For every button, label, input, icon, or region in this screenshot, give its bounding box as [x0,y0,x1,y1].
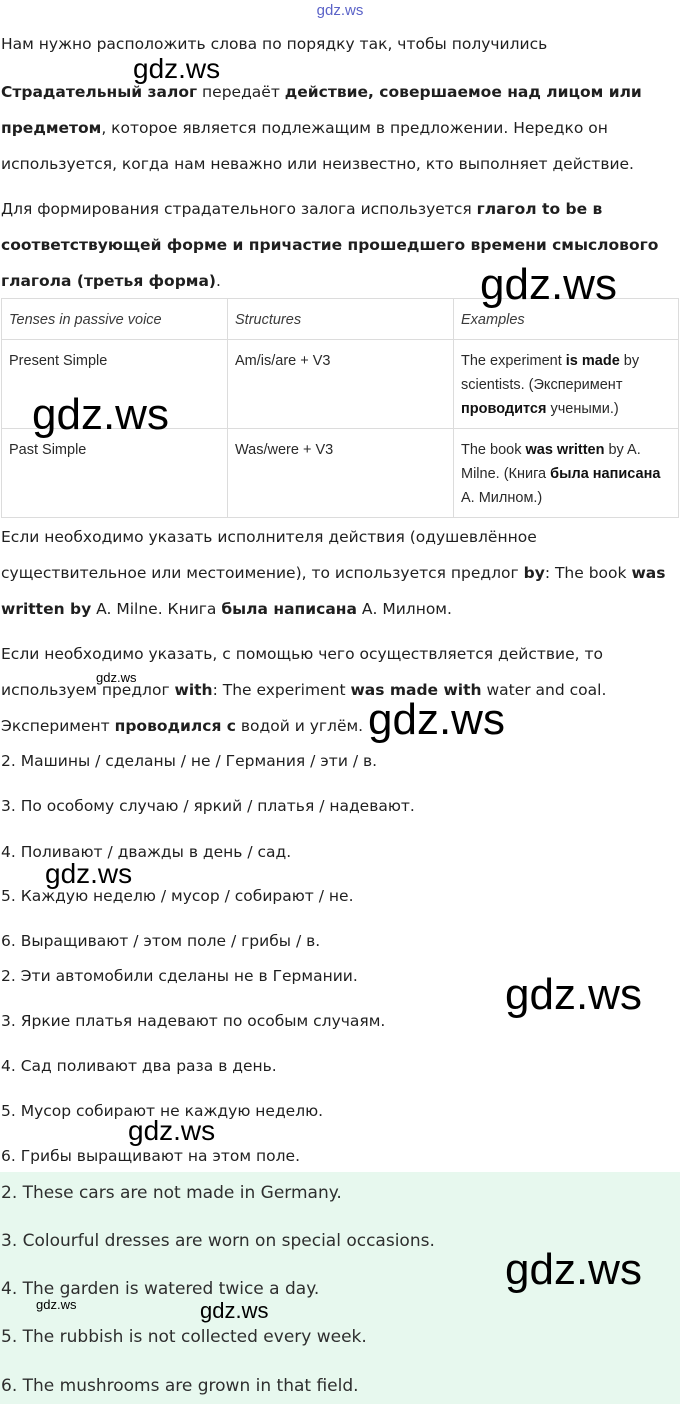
intro-text: Нам нужно расположить слова по порядку так, чтобы получились [1,35,548,53]
text-span: Если необходимо указать исполнителя действия (одушевлённое существительное или местоимение), то используется предлог [1,528,537,582]
table-header: Examples [453,298,679,340]
text-span: проводится [461,401,547,417]
table-cell-structure: Was/were + V3 [227,428,454,518]
text-span: была написана [550,466,661,482]
text-span: : The book [544,564,632,582]
answer-line: 2. These cars are not made in Germany. [1,1183,342,1203]
task-line: 6. Выращивают / этом поле / грибы / в. [1,932,321,950]
watermark: gdz.ws [128,1115,216,1146]
table-cell-structure: Am/is/are + V3 [227,339,454,429]
text-span: . [216,272,221,290]
table-header: Tenses in passive voice [1,298,228,340]
translation-line: 5. Мусор собирают не каждую неделю. [1,1102,324,1120]
text-span: А. Милном.) [461,490,543,506]
task-line: 4. Поливают / дважды в день / сад. [1,843,292,861]
text-span: передаёт [197,83,285,101]
watermark: gdz.ws [45,858,133,889]
watermark: gdz.ws [505,970,642,1019]
translation-line: 2. Эти автомобили сделаны не в Германии. [1,967,358,985]
watermark: gdz.ws [133,53,221,84]
text-span: is made [565,353,620,369]
text-span: was written [525,442,605,458]
text-span: was written by [1,564,666,618]
watermark: gdz.ws [505,1245,642,1294]
watermark: gdz.ws [96,670,137,685]
table-cell-tense: Past Simple [1,428,228,518]
text-span: А. Милном. [356,600,452,618]
answer-line: 4. The garden is watered twice a day. [1,1279,320,1299]
term-passive-voice: Страдательный залог [1,83,198,101]
text-span: The book [461,442,526,458]
term-action: действие, совершаемое над лицом или предметом [1,83,642,137]
table-cell-tense: Present Simple [1,339,228,429]
text-span: проводился с [114,717,236,735]
translation-line: 3. Яркие платья надевают по особым случаям. [1,1012,386,1030]
watermark: gdz.ws [480,260,617,309]
watermark: gdz.ws [36,1297,77,1312]
text-span: : The experiment [212,681,351,699]
answer-line: 3. Colourful dresses are worn on special occasions. [1,1231,435,1251]
answer-line: 5. The rubbish is not collected every week. [1,1327,367,1347]
text-span: The experiment [461,353,566,369]
watermark: gdz.ws [368,695,505,744]
text-span: Для формирования страдательного залога используется [1,200,477,218]
text-span: water and coal. Эксперимент [1,681,607,735]
table-cell-example [453,428,679,518]
watermark: gdz.ws [200,1298,269,1323]
text-span: , которое является подлежащим в предложении. Нередко он используется, когда нам неважно или неизвестно, кто выполняет действие. [1,119,634,173]
site-link[interactable]: gdz.ws [316,2,364,19]
text-span: with [174,681,213,699]
text-span: by scientists. (Эксперимент [461,353,640,393]
text-span: учеными.) [546,401,619,417]
text-span: была написана [221,600,357,618]
translation-line: 4. Сад поливают два раза в день. [1,1057,277,1075]
text-span: A. Milne. Книга [91,600,222,618]
table-header: Structures [227,298,454,340]
text-span: was made with [350,681,482,699]
text-span: by A. Milne. (Книга [461,442,641,482]
text-span: водой и углём. [235,717,364,735]
term-to-be: глагол to be в соответствующей форме и причастие прошедшего времени смыслового глагола (третья форма) [1,200,659,290]
task-line: 3. По особому случаю / яркий / платья / надевают. [1,797,415,815]
answer-line: 6. The mushrooms are grown in that field. [1,1376,359,1396]
theory-paragraph-1 [1,74,677,182]
table-cell-example [453,339,679,429]
usage-paragraph-by [1,519,677,627]
translation-line: 6. Грибы выращивают на этом поле. [1,1147,301,1165]
watermark: gdz.ws [32,390,169,439]
task-line: 2. Машины / сделаны / не / Германия / эти / в. [1,752,378,770]
text-span: Если необходимо указать, с помощью чего осуществляется действие, то используем предлог [1,645,604,699]
text-span: by [523,564,545,582]
task-line: 5. Каждую неделю / мусор / собирают / не. [1,887,354,905]
usage-paragraph-with [1,636,677,744]
